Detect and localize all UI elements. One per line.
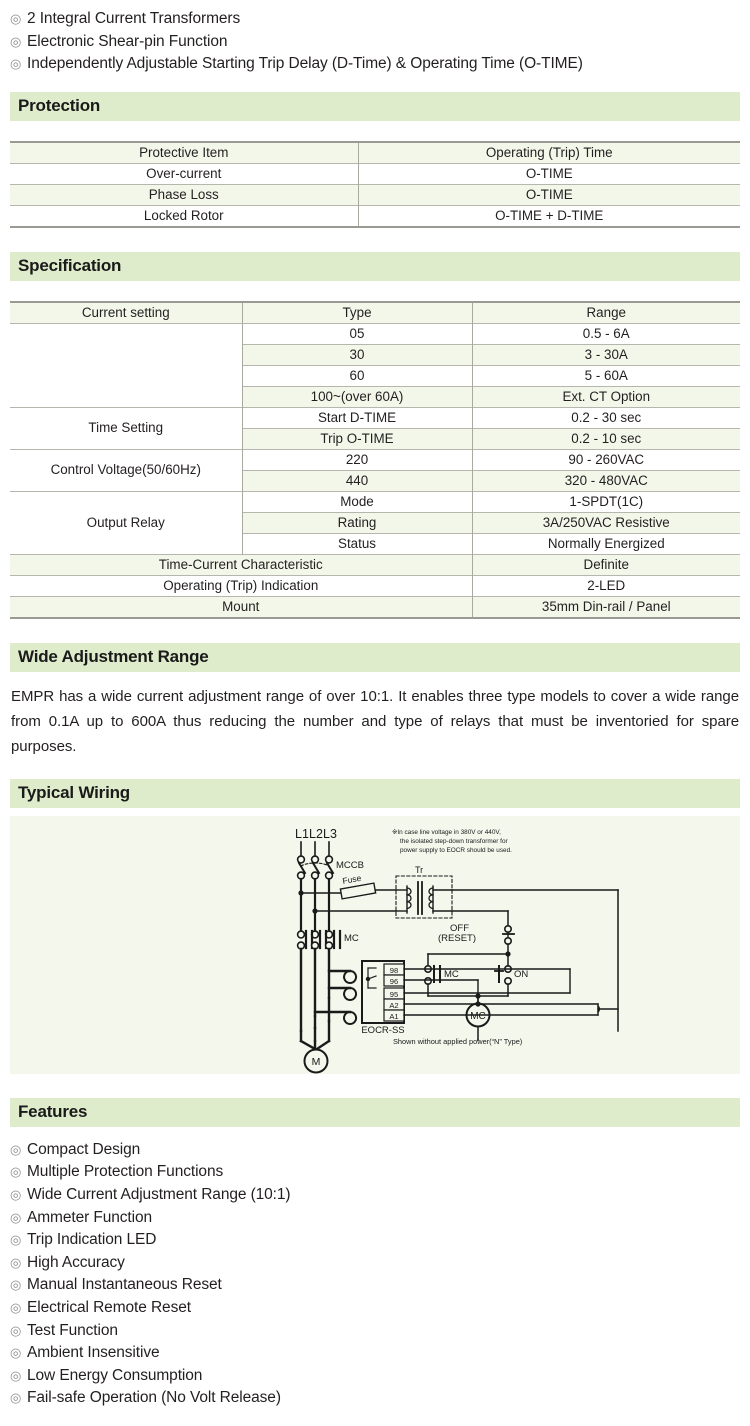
- cell-value: 2-LED: [472, 575, 740, 596]
- section-title: Features: [18, 1102, 88, 1122]
- cell-label-mount: Mount: [10, 596, 472, 618]
- table-row: [10, 575, 740, 596]
- section-header-typical-wiring: [10, 779, 740, 808]
- section-header-features: [10, 1098, 740, 1127]
- bullet-icon: ◎: [10, 1186, 22, 1202]
- cell-type: 220: [242, 449, 472, 470]
- list-item-label: Independently Adjustable Starting Trip Delay (D-Time) & Operating Time (O-TIME): [27, 55, 583, 73]
- cell-range: 320 - 480VAC: [472, 470, 740, 491]
- list-item: [10, 1342, 740, 1365]
- terminal-a2: A2: [389, 1000, 399, 1010]
- list-item: [10, 1297, 740, 1320]
- section-header-protection: [10, 92, 740, 121]
- mc-aux-label: MC: [444, 968, 459, 980]
- on-label: ON: [514, 968, 529, 980]
- bullet-icon: ◎: [10, 1164, 22, 1180]
- list-item: [10, 1274, 740, 1297]
- list-item: [10, 1387, 740, 1410]
- cell-protective-item: Phase Loss: [10, 184, 358, 205]
- cell-type: Trip O-TIME: [242, 428, 472, 449]
- list-item-label: Compact Design: [27, 1140, 141, 1158]
- table-row: [10, 163, 740, 184]
- wiring-note-line2: the isolated step-down transformer for: [400, 837, 508, 845]
- transformer-label: Tr: [415, 864, 424, 875]
- cell-value: Definite: [472, 554, 740, 575]
- table-row: [10, 323, 740, 344]
- table-row: [10, 407, 740, 428]
- section-title: Protection: [18, 96, 101, 116]
- bullet-icon: ◎: [10, 1390, 22, 1406]
- bullet-icon: ◎: [10, 1367, 22, 1383]
- list-item-label: Trip Indication LED: [27, 1231, 157, 1249]
- table-row: [10, 491, 740, 512]
- column-header-type: Type: [242, 302, 472, 324]
- eocr-device-label: EOCR-SS: [361, 1024, 405, 1036]
- list-item-label: Ammeter Function: [27, 1208, 153, 1226]
- cell-operating-time: O-TIME + D-TIME: [358, 205, 740, 227]
- cell-range: 3 - 30A: [472, 344, 740, 365]
- list-item-label: Multiple Protection Functions: [27, 1163, 224, 1181]
- bullet-icon: ◎: [10, 1322, 22, 1338]
- cell-type: Rating: [242, 512, 472, 533]
- cell-range: Ext. CT Option: [472, 386, 740, 407]
- wiring-schematic-svg: [10, 816, 740, 1074]
- table-row: [10, 142, 740, 164]
- cell-range: Normally Energized: [472, 533, 740, 554]
- list-item: [10, 1252, 740, 1275]
- specification-table: [10, 301, 740, 619]
- typical-wiring-diagram-panel: [10, 816, 740, 1074]
- fuse-label: Fuse: [341, 872, 362, 886]
- cell-range: 90 - 260VAC: [472, 449, 740, 470]
- bullet-icon: ◎: [10, 1299, 22, 1315]
- list-item: [10, 1184, 740, 1207]
- bullet-icon: ◎: [10, 1209, 22, 1225]
- cell-protective-item: Over-current: [10, 163, 358, 184]
- bullet-icon: ◎: [10, 1345, 22, 1361]
- cell-range: 3A/250VAC Resistive: [472, 512, 740, 533]
- list-item: [10, 1207, 740, 1230]
- column-header-protective-item: Protective Item: [10, 142, 358, 164]
- cell-protective-item: Locked Rotor: [10, 205, 358, 227]
- table-row: [10, 554, 740, 575]
- list-item: [10, 1320, 740, 1343]
- list-item-label: High Accuracy: [27, 1253, 125, 1271]
- list-item: [10, 1139, 740, 1162]
- list-item: [10, 53, 740, 76]
- list-item-label: Electrical Remote Reset: [27, 1298, 191, 1316]
- section-title: Typical Wiring: [18, 783, 130, 803]
- motor-label: M: [311, 1055, 321, 1068]
- bullet-icon: ◎: [10, 56, 22, 72]
- off-label: OFF: [450, 922, 469, 934]
- cell-type: Status: [242, 533, 472, 554]
- column-header-operating-time: Operating (Trip) Time: [358, 142, 740, 164]
- cell-operating-time: O-TIME: [358, 184, 740, 205]
- specification-table-wrapper: [10, 301, 740, 619]
- terminal-96: 96: [389, 976, 399, 986]
- cell-range: 0.5 - 6A: [472, 323, 740, 344]
- cell-group-label-control-voltage: Control Voltage(50/60Hz): [10, 449, 242, 491]
- table-row: [10, 205, 740, 227]
- cell-type: 05: [242, 323, 472, 344]
- column-header-current-setting: Current setting: [10, 302, 242, 324]
- cell-range: 0.2 - 30 sec: [472, 407, 740, 428]
- mc-coil-label: MC: [470, 1010, 486, 1022]
- list-item: [10, 1229, 740, 1252]
- bullet-icon: ◎: [10, 1254, 22, 1270]
- terminal-98: 98: [389, 965, 399, 975]
- list-item-label: Fail-safe Operation (No Volt Release): [27, 1389, 281, 1407]
- cell-group-label-time-setting: Time Setting: [10, 407, 242, 449]
- table-row: [10, 302, 740, 324]
- cell-type: Start D-TIME: [242, 407, 472, 428]
- section-header-specification: [10, 252, 740, 281]
- terminal-95: 95: [389, 989, 399, 999]
- list-item: [10, 31, 740, 54]
- reset-label: (RESET): [438, 932, 476, 944]
- list-item: [10, 1365, 740, 1388]
- wide-adjustment-paragraph: EMPR has a wide current adjustment range of over 10:1. It enables three type models to cover a wide range from 0.1A up to 600A thus reducing the number and type of relays that must be inventoried for spare purposes.: [11, 687, 739, 755]
- bullet-icon: ◎: [10, 1141, 22, 1157]
- cell-label-time-current-characteristic: Time-Current Characteristic: [10, 554, 472, 575]
- cell-value: 35mm Din-rail / Panel: [472, 596, 740, 618]
- table-row: [10, 596, 740, 618]
- list-item-label: Ambient Insensitive: [27, 1344, 160, 1362]
- cell-range: 5 - 60A: [472, 365, 740, 386]
- terminal-a1: A1: [389, 1011, 399, 1021]
- table-row: [10, 449, 740, 470]
- bullet-icon: ◎: [10, 1277, 22, 1293]
- protection-table: [10, 141, 740, 228]
- cell-type: 440: [242, 470, 472, 491]
- section-header-wide-adjustment-range: [10, 643, 740, 672]
- column-header-range: Range: [472, 302, 740, 324]
- supply-label-l2: L2: [309, 826, 323, 841]
- cell-type: 60: [242, 365, 472, 386]
- section-title: Specification: [18, 256, 122, 276]
- wiring-note-line3: power supply to EOCR should be used.: [400, 846, 512, 854]
- supply-label: L1: [295, 826, 309, 841]
- cell-group-label-current-setting: [10, 323, 242, 407]
- list-item-label: Low Energy Consumption: [27, 1366, 203, 1384]
- list-item-label: Test Function: [27, 1321, 118, 1339]
- cell-range: 0.2 - 10 sec: [472, 428, 740, 449]
- list-item: [10, 8, 740, 31]
- table-row: [10, 184, 740, 205]
- list-item-label: 2 Integral Current Transformers: [27, 10, 241, 27]
- protection-table-wrapper: [10, 141, 740, 228]
- cell-range: 1-SPDT(1C): [472, 491, 740, 512]
- bullet-icon: ◎: [10, 11, 22, 26]
- cell-type: 100~(over 60A): [242, 386, 472, 407]
- wiring-footnote: Shown without applied power(“N” Type): [393, 1036, 523, 1046]
- wiring-note-line1: ※In case line voltage in 380V or 440V,: [392, 828, 501, 836]
- mc-main-label: MC: [344, 932, 359, 944]
- bullet-icon: ◎: [10, 1232, 22, 1248]
- list-item-label: Electronic Shear-pin Function: [27, 32, 228, 50]
- list-item-label: Wide Current Adjustment Range (10:1): [27, 1185, 291, 1203]
- list-item-label: Manual Instantaneous Reset: [27, 1276, 222, 1294]
- cell-type: Mode: [242, 491, 472, 512]
- features-list: [10, 1139, 740, 1410]
- mccb-label: MCCB: [336, 859, 364, 871]
- cell-type: 30: [242, 344, 472, 365]
- section-title: Wide Adjustment Range: [18, 647, 209, 667]
- top-feature-list: [10, 0, 740, 76]
- cell-label-operating-trip-indication: Operating (Trip) Indication: [10, 575, 472, 596]
- supply-label-l3: L3: [323, 826, 337, 841]
- bullet-icon: ◎: [10, 33, 22, 49]
- list-item: [10, 1161, 740, 1184]
- cell-group-label-output-relay: Output Relay: [10, 491, 242, 554]
- cell-operating-time: O-TIME: [358, 163, 740, 184]
